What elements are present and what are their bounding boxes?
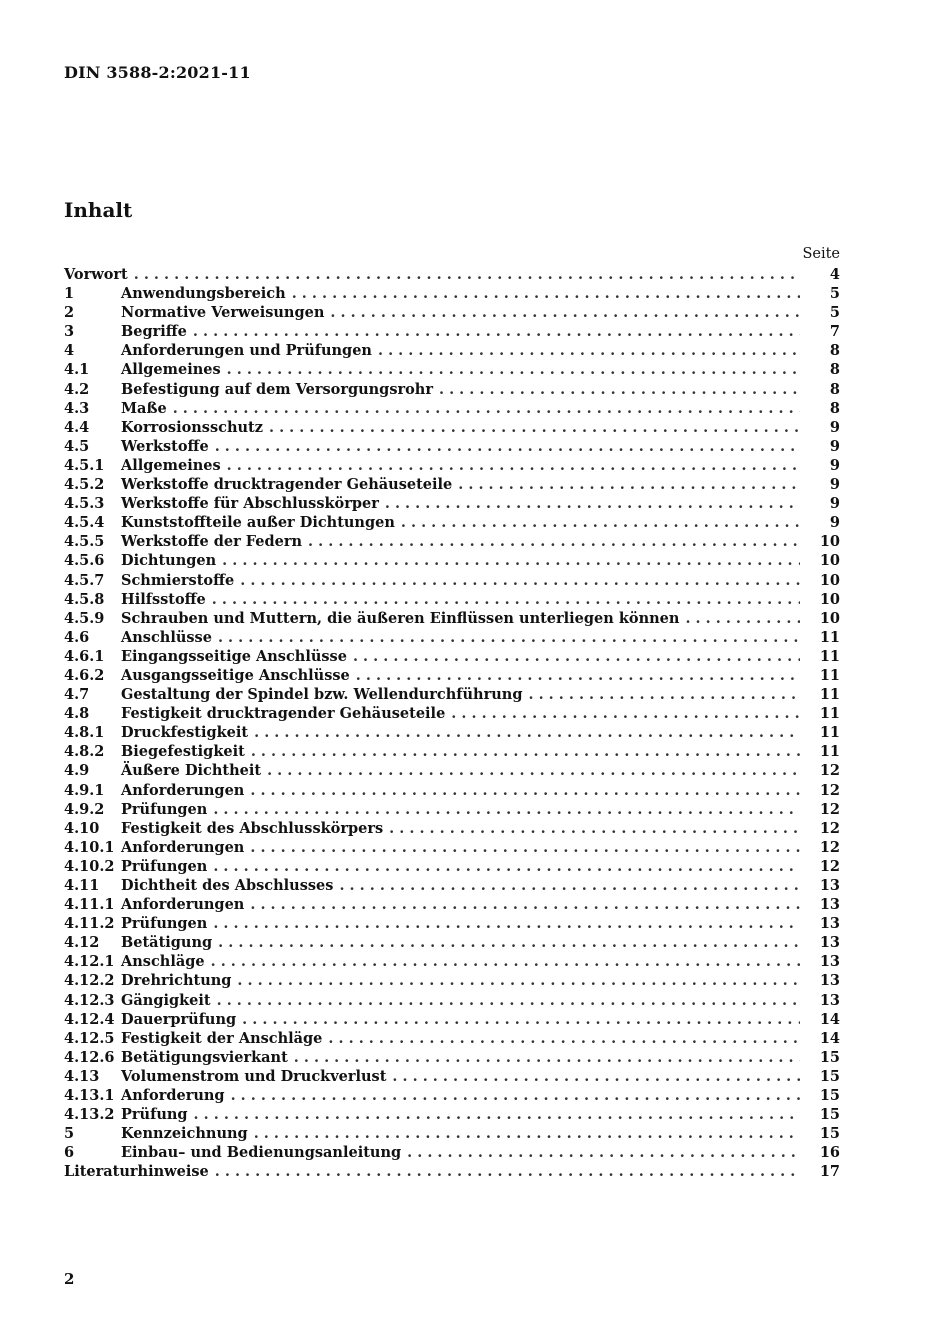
toc-entry[interactable] (64, 571, 840, 590)
toc-dot-leader (407, 1143, 800, 1162)
toc-dot-leader (254, 1124, 800, 1143)
toc-entry[interactable] (64, 991, 840, 1010)
toc-entry-number: 4.10.1 (64, 838, 115, 856)
toc-entry-number: 5 (64, 1125, 75, 1143)
toc-entry[interactable] (64, 952, 840, 971)
toc-entry-page: 4 (829, 266, 840, 283)
toc-dot-leader (193, 322, 800, 341)
toc-dot-leader (227, 360, 800, 379)
toc-entry-title: Anforderungen (121, 838, 245, 856)
toc-entry[interactable] (64, 704, 840, 723)
toc-entry[interactable] (64, 914, 840, 933)
toc-entry-page: 11 (819, 628, 840, 646)
toc-entry[interactable] (64, 456, 840, 475)
toc-entry[interactable] (64, 437, 840, 456)
toc-entry-page: 13 (819, 896, 840, 914)
toc-entry[interactable] (64, 800, 840, 819)
toc-entry-title: Anforderungen (121, 896, 245, 914)
toc-entry[interactable] (64, 475, 840, 494)
toc-entry-page: 12 (819, 781, 840, 799)
toc-entry[interactable] (64, 647, 840, 666)
toc-entry-page: 10 (819, 590, 840, 608)
toc-entry-title: Dichtungen (121, 552, 217, 570)
toc-entry-title: Werkstoffe für Abschlusskörper (121, 495, 379, 513)
toc-entry-number: 4.12.1 (64, 953, 115, 971)
toc-entry[interactable] (64, 494, 840, 513)
toc-entry[interactable] (64, 532, 840, 551)
toc-dot-leader (330, 303, 800, 322)
toc-entry-title: Prüfungen (121, 915, 208, 933)
table-of-contents (64, 265, 840, 1182)
toc-entry-number: 4.7 (64, 686, 90, 704)
page-column-label: Seite (802, 246, 840, 262)
toc-entry-page: 10 (819, 571, 840, 589)
toc-dot-leader (685, 609, 800, 628)
toc-entry-page: 11 (819, 666, 840, 684)
toc-entry-title: Gestaltung der Spindel bzw. Wellendurchführung (121, 686, 523, 704)
toc-entry[interactable] (64, 876, 840, 895)
toc-entry-number: 4.11.2 (64, 915, 115, 933)
toc-entry-number: 4.1 (64, 361, 90, 379)
toc-entry-title: Begriffe (121, 323, 187, 341)
toc-entry[interactable] (64, 265, 840, 284)
toc-entry-number: 4 (64, 342, 75, 360)
toc-entry[interactable] (64, 895, 840, 914)
toc-entry[interactable] (64, 590, 840, 609)
toc-entry-page: 8 (829, 380, 840, 398)
page-number: 2 (64, 1270, 75, 1288)
toc-entry-page: 16 (819, 1144, 840, 1162)
toc-entry[interactable] (64, 1105, 840, 1124)
toc-dot-leader (401, 513, 800, 532)
toc-dot-leader (242, 1010, 800, 1029)
toc-entry[interactable] (64, 628, 840, 647)
toc-entry-page: 17 (819, 1163, 840, 1181)
toc-dot-leader (217, 991, 800, 1010)
toc-entry-title: Festigkeit drucktragender Gehäuseteile (121, 705, 446, 723)
toc-entry[interactable] (64, 1143, 840, 1162)
toc-entry-page: 11 (819, 705, 840, 723)
toc-entry-number: 4.12.4 (64, 1010, 115, 1028)
toc-dot-leader (227, 456, 800, 475)
toc-dot-leader (173, 399, 800, 418)
toc-entry-title: Anwendungsbereich (121, 285, 286, 303)
toc-entry-number: 4.5.8 (64, 590, 105, 608)
toc-dot-leader (134, 265, 800, 284)
toc-entry-page: 15 (819, 1048, 840, 1066)
toc-entry-number: 4.3 (64, 399, 90, 417)
toc-entry-number: 4.8.1 (64, 724, 105, 742)
toc-dot-leader (250, 781, 800, 800)
toc-entry-page: 9 (829, 456, 840, 474)
toc-entry[interactable] (64, 666, 840, 685)
toc-entry-title: Werkstoffe drucktragender Gehäuseteile (121, 476, 453, 494)
toc-entry[interactable] (64, 399, 840, 418)
toc-dot-leader (251, 742, 800, 761)
toc-entry-page: 13 (819, 915, 840, 933)
toc-entry[interactable] (64, 1048, 840, 1067)
toc-entry-number: 4.9.2 (64, 800, 105, 818)
toc-dot-leader (292, 284, 800, 303)
toc-entry[interactable] (64, 1010, 840, 1029)
toc-entry-number: 4.5.3 (64, 495, 105, 513)
toc-dot-leader (439, 380, 800, 399)
toc-entry-number: 4.6.1 (64, 647, 105, 665)
toc-entry-page: 13 (819, 953, 840, 971)
toc-entry[interactable] (64, 933, 840, 952)
toc-entry-title: Prüfungen (121, 800, 208, 818)
toc-entry-title: Eingangsseitige Anschlüsse (121, 647, 347, 665)
toc-dot-leader (237, 971, 800, 990)
toc-dot-leader (339, 876, 800, 895)
toc-entry-title: Betätigungsvierkant (121, 1048, 288, 1066)
toc-entry[interactable] (64, 609, 840, 628)
toc-entry-title: Literaturhinweise (64, 1163, 209, 1181)
toc-entry-page: 12 (819, 857, 840, 875)
toc-entry-title: Befestigung auf dem Versorgungsrohr (121, 380, 433, 398)
toc-entry-title: Prüfungen (121, 857, 208, 875)
toc-entry-number: 4.8.2 (64, 743, 105, 761)
toc-entry-number: 4.6.2 (64, 666, 105, 684)
toc-entry-page: 15 (819, 1067, 840, 1085)
toc-entry-number: 4.11 (64, 877, 100, 894)
toc-entry-page: 9 (829, 514, 840, 532)
toc-entry-number: 4.8 (64, 705, 90, 723)
toc-entry-title: Einbau– und Bedienungsanleitung (121, 1144, 402, 1162)
toc-entry-page: 10 (819, 552, 840, 570)
toc-entry-number: 4.5.7 (64, 571, 105, 589)
toc-entry[interactable] (64, 685, 840, 704)
toc-entry[interactable] (64, 322, 840, 341)
toc-entry-number: 4.9.1 (64, 781, 105, 799)
toc-entry-number: 4.13.1 (64, 1087, 115, 1105)
toc-entry-page: 12 (819, 838, 840, 856)
toc-entry-title: Werkstoffe (121, 437, 209, 455)
toc-dot-leader (213, 800, 800, 819)
toc-dot-leader (353, 647, 800, 666)
toc-dot-leader (218, 933, 800, 952)
toc-entry-title: Anforderungen und Prüfungen (121, 342, 372, 360)
toc-entry-number: 4.2 (64, 380, 90, 398)
toc-dot-leader (269, 418, 800, 437)
toc-dot-leader (212, 590, 800, 609)
toc-entry-number: 4.12 (64, 934, 100, 952)
toc-entry-page: 8 (829, 399, 840, 417)
toc-entry-page: 14 (819, 1029, 840, 1047)
toc-entry-title: Prüfung (121, 1106, 188, 1124)
toc-entry-title: Dichtheit des Abschlusses (121, 877, 334, 894)
toc-entry[interactable] (64, 971, 840, 990)
toc-heading: Inhalt (64, 198, 133, 222)
toc-entry-page: 9 (829, 418, 840, 436)
toc-entry-page: 5 (829, 304, 840, 322)
toc-dot-leader (389, 819, 800, 838)
toc-dot-leader (213, 857, 800, 876)
toc-entry-title: Schmierstoffe (121, 571, 235, 589)
toc-entry-number: 4.6 (64, 628, 90, 646)
toc-entry-title: Biegefestigkeit (121, 743, 245, 761)
toc-entry[interactable] (64, 380, 840, 399)
toc-entry-title: Vorwort (64, 266, 128, 283)
toc-entry[interactable] (64, 761, 840, 780)
toc-entry-page: 12 (819, 800, 840, 818)
toc-dot-leader (254, 723, 800, 742)
toc-entry-page: 13 (819, 991, 840, 1009)
toc-dot-leader (328, 1029, 800, 1048)
toc-entry-number: 4.10.2 (64, 857, 115, 875)
toc-entry-number: 6 (64, 1144, 75, 1162)
toc-entry-number: 4.13 (64, 1067, 100, 1085)
toc-entry-page: 12 (819, 762, 840, 780)
toc-entry-title: Normative Verweisungen (121, 304, 325, 322)
toc-entry-page: 10 (819, 533, 840, 551)
toc-entry[interactable] (64, 1162, 840, 1181)
toc-entry-page: 15 (819, 1106, 840, 1124)
toc-entry-title: Kennzeichnung (121, 1125, 248, 1143)
toc-entry-page: 9 (829, 437, 840, 455)
toc-entry-page: 11 (819, 724, 840, 742)
toc-entry-number: 3 (64, 323, 75, 341)
toc-entry-title: Maße (121, 399, 167, 417)
toc-entry[interactable] (64, 551, 840, 570)
toc-entry-title: Schrauben und Muttern, die äußeren Einflüssen unterliegen können (121, 609, 680, 627)
toc-dot-leader (250, 838, 800, 857)
toc-entry-page: 8 (829, 342, 840, 360)
toc-entry[interactable] (64, 418, 840, 437)
toc-dot-leader (294, 1048, 800, 1067)
toc-entry-title: Druckfestigkeit (121, 724, 249, 742)
toc-entry-page: 7 (829, 323, 840, 341)
toc-entry-title: Anforderungen (121, 781, 245, 799)
toc-entry[interactable] (64, 284, 840, 303)
toc-dot-leader (194, 1105, 800, 1124)
toc-dot-leader (308, 532, 800, 551)
toc-entry[interactable] (64, 341, 840, 360)
toc-entry-number: 4.5 (64, 437, 90, 455)
toc-entry-number: 4.5.1 (64, 456, 105, 474)
toc-entry[interactable] (64, 1067, 840, 1086)
toc-dot-leader (213, 914, 800, 933)
toc-entry-page: 9 (829, 495, 840, 513)
toc-dot-leader (458, 475, 800, 494)
toc-dot-leader (451, 704, 800, 723)
toc-entry[interactable] (64, 1086, 840, 1105)
toc-dot-leader (385, 494, 800, 513)
toc-entry-page: 9 (829, 476, 840, 494)
toc-dot-leader (211, 952, 800, 971)
toc-entry-title: Korrosionsschutz (121, 418, 263, 436)
toc-entry[interactable] (64, 857, 840, 876)
toc-entry-number: 4.12.5 (64, 1029, 115, 1047)
toc-dot-leader (218, 628, 800, 647)
toc-entry[interactable] (64, 723, 840, 742)
toc-entry-title: Ausgangsseitige Anschlüsse (121, 666, 350, 684)
toc-entry-title: Allgemeines (121, 361, 221, 379)
toc-entry-number: 4.12.6 (64, 1048, 115, 1066)
toc-dot-leader (222, 551, 800, 570)
toc-entry-title: Dauerprüfung (121, 1010, 237, 1028)
toc-entry-title: Gängigkeit (121, 991, 211, 1009)
toc-entry-title: Kunststoffteile außer Dichtungen (121, 514, 395, 532)
toc-entry-number: 4.5.6 (64, 552, 105, 570)
toc-entry-page: 12 (819, 819, 840, 837)
toc-dot-leader (215, 437, 800, 456)
document-id: DIN 3588-2:2021-11 (64, 63, 251, 82)
toc-entry[interactable] (64, 819, 840, 838)
toc-entry-title: Festigkeit der Anschläge (121, 1029, 323, 1047)
toc-entry[interactable] (64, 1124, 840, 1143)
toc-entry-number: 4.12.3 (64, 991, 115, 1009)
toc-dot-leader (267, 761, 800, 780)
toc-dot-leader (356, 666, 800, 685)
toc-entry-page: 10 (819, 609, 840, 627)
toc-entry[interactable] (64, 742, 840, 761)
toc-entry-number: 4.5.2 (64, 476, 105, 494)
toc-dot-leader (215, 1162, 800, 1181)
toc-entry-page: 13 (819, 972, 840, 990)
toc-entry-title: Festigkeit des Abschlusskörpers (121, 819, 384, 837)
toc-entry-title: Werkstoffe der Federn (121, 533, 303, 551)
toc-entry-number: 4.4 (64, 418, 90, 436)
toc-entry-page: 15 (819, 1087, 840, 1105)
toc-entry-title: Hilfsstoffe (121, 590, 206, 608)
toc-entry-number: 4.11.1 (64, 896, 115, 914)
toc-entry-number: 4.5.9 (64, 609, 105, 627)
toc-dot-leader (250, 895, 800, 914)
toc-entry-number: 4.9 (64, 762, 90, 780)
toc-entry-page: 11 (819, 743, 840, 761)
toc-entry-number: 1 (64, 285, 75, 303)
toc-dot-leader (392, 1067, 800, 1086)
toc-entry[interactable] (64, 360, 840, 379)
toc-dot-leader (528, 685, 800, 704)
toc-entry[interactable] (64, 1029, 840, 1048)
toc-entry-number: 4.10 (64, 819, 100, 837)
toc-entry-page: 15 (819, 1125, 840, 1143)
toc-entry-title: Drehrichtung (121, 972, 232, 990)
toc-dot-leader (231, 1086, 800, 1105)
toc-entry-page: 5 (829, 285, 840, 303)
toc-entry-title: Anforderung (121, 1087, 225, 1105)
toc-dot-leader (378, 341, 800, 360)
toc-entry-number: 4.13.2 (64, 1106, 115, 1124)
toc-entry[interactable] (64, 513, 840, 532)
toc-entry[interactable] (64, 838, 840, 857)
toc-entry-page: 11 (819, 686, 840, 704)
toc-entry-number: 4.5.5 (64, 533, 105, 551)
toc-entry-title: Betätigung (121, 934, 213, 952)
toc-entry-page: 13 (819, 877, 840, 894)
toc-entry-number: 4.12.2 (64, 972, 115, 990)
toc-entry[interactable] (64, 303, 840, 322)
toc-entry-number: 2 (64, 304, 75, 322)
toc-entry-title: Anschläge (121, 953, 205, 971)
toc-entry-page: 11 (819, 647, 840, 665)
toc-entry-title: Anschlüsse (121, 628, 212, 646)
toc-entry-page: 13 (819, 934, 840, 952)
toc-entry[interactable] (64, 781, 840, 800)
toc-entry-page: 14 (819, 1010, 840, 1028)
toc-entry-title: Volumenstrom und Druckverlust (121, 1067, 387, 1085)
toc-entry-number: 4.5.4 (64, 514, 105, 532)
toc-dot-leader (240, 571, 800, 590)
toc-entry-title: Allgemeines (121, 456, 221, 474)
toc-entry-page: 8 (829, 361, 840, 379)
toc-entry-title: Äußere Dichtheit (121, 762, 262, 780)
